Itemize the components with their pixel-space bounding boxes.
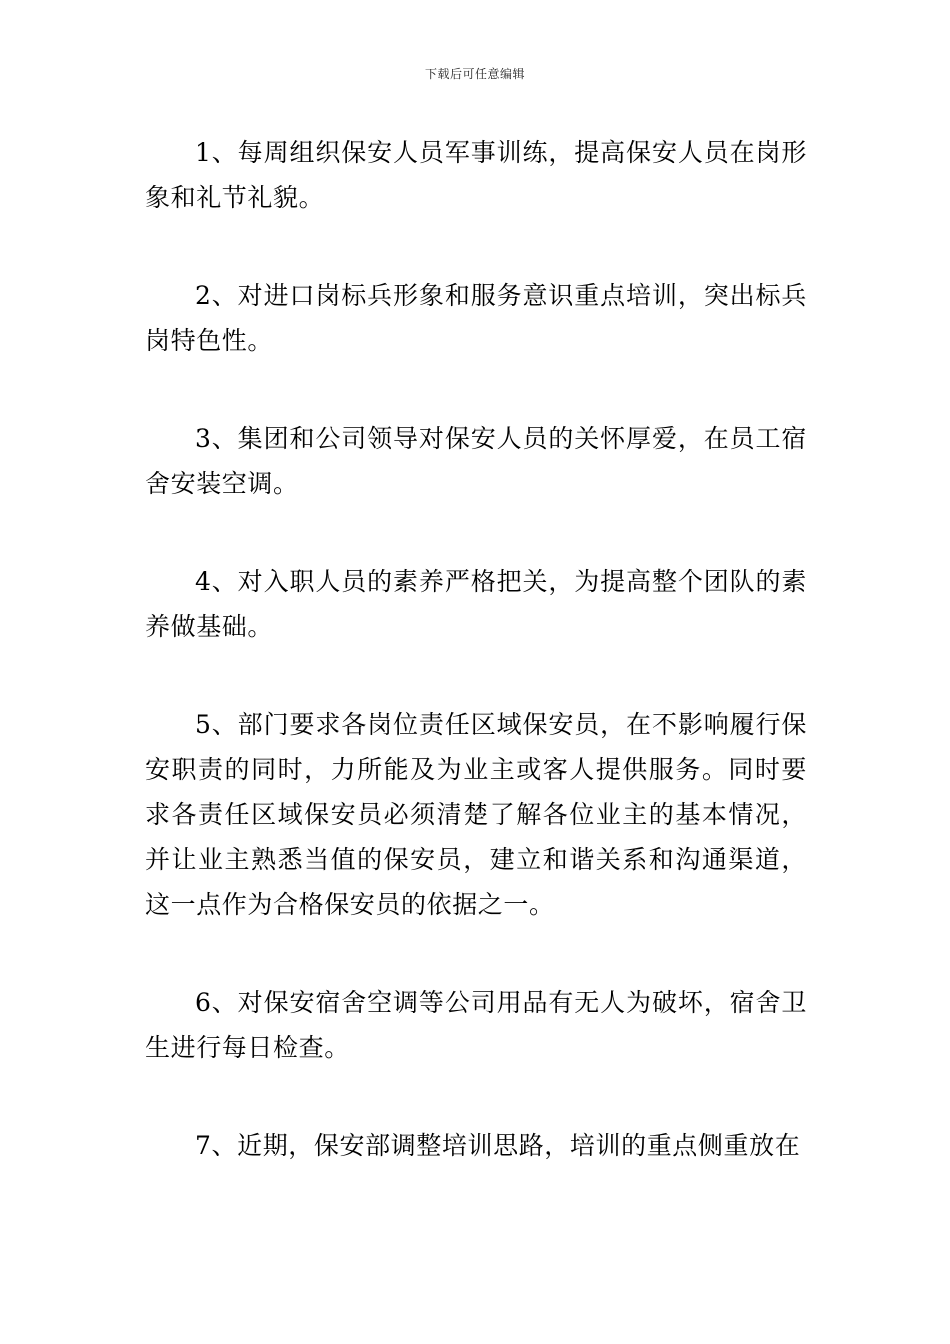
header-note: 下载后可任意编辑 (424, 67, 525, 81)
paragraph-5: 5、部门要求各岗位责任区域保安员，在不影响履行保安职责的同时，力所能及为业主或客人提供服务。同时要求各责任区域保安员必须清楚了解各位业主的基本情况，并让业主熟悉当值的保安员，建立和谐关系和沟通渠道，这一点作为合格保安员的依据之一。 (145, 710, 807, 919)
paragraph-1: 1、每周组织保安人员军事训练，提高保安人员在岗形象和礼节礼貌。 (145, 138, 807, 212)
paragraph-3: 3、集团和公司领导对保安人员的关怀厚爱，在员工宿舍安装空调。 (145, 424, 807, 498)
paragraph-2: 2、对进口岗标兵形象和服务意识重点培训，突出标兵岗特色性。 (145, 281, 807, 355)
paragraph-7: 7、近期，保安部调整培训思路，培训的重点侧重放在 (195, 1131, 801, 1160)
document-body (145, 130, 807, 1221)
paragraph-4: 4、对入职人员的素养严格把关，为提高整个团队的素养做基础。 (145, 567, 807, 641)
paragraph-6: 6、对保安宿舍空调等公司用品有无人为破坏，宿舍卫生进行每日检查。 (145, 988, 807, 1062)
